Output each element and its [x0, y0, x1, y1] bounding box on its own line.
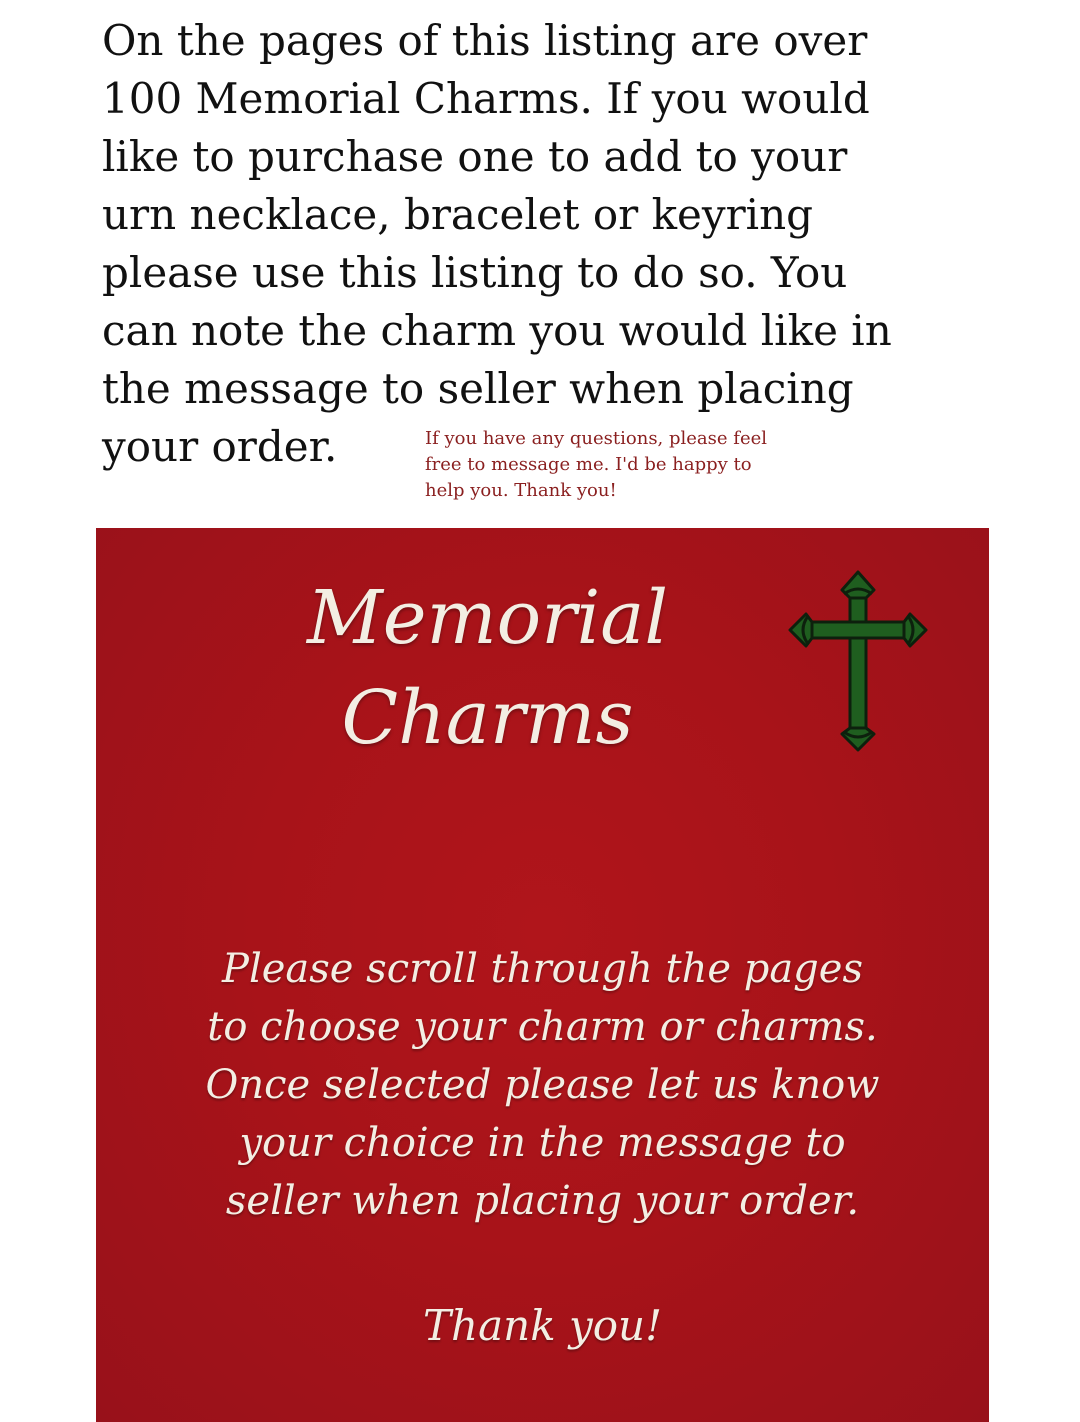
instruction-line: to choose your charm or charms. — [207, 1004, 878, 1050]
note-line: free to message me. I'd be happy to — [425, 454, 752, 475]
intro-line: On the pages of this listing are over — [102, 16, 868, 65]
intro-line: can note the charm you would like in — [102, 306, 892, 355]
instruction-line: Once selected please let us know — [205, 1062, 880, 1108]
instruction-line: seller when placing your order. — [225, 1178, 860, 1224]
intro-line: like to purchase one to add to your — [102, 132, 848, 181]
panel-title-line1: Memorial — [306, 575, 669, 661]
intro-line: the message to seller when placing — [102, 364, 854, 413]
intro-line: please use this listing to do so. You — [102, 248, 848, 297]
cross-icon — [788, 568, 928, 753]
listing-intro-text — [102, 12, 1002, 476]
intro-line: urn necklace, bracelet or keyring — [102, 190, 814, 239]
instruction-line: Please scroll through the pages — [222, 946, 863, 992]
note-line: help you. Thank you! — [425, 480, 617, 501]
memorial-charms-panel — [96, 528, 989, 1422]
thank-you-text: Thank you! — [423, 1301, 662, 1350]
panel-title-line2: Charms — [341, 675, 634, 761]
intro-line: 100 Memorial Charms. If you would — [102, 74, 870, 123]
instruction-line: your choice in the message to — [239, 1120, 846, 1166]
intro-line: your order. — [102, 422, 338, 471]
panel-instructions — [96, 940, 989, 1230]
note-line: If you have any questions, please feel — [425, 428, 767, 449]
contact-note — [425, 426, 845, 504]
